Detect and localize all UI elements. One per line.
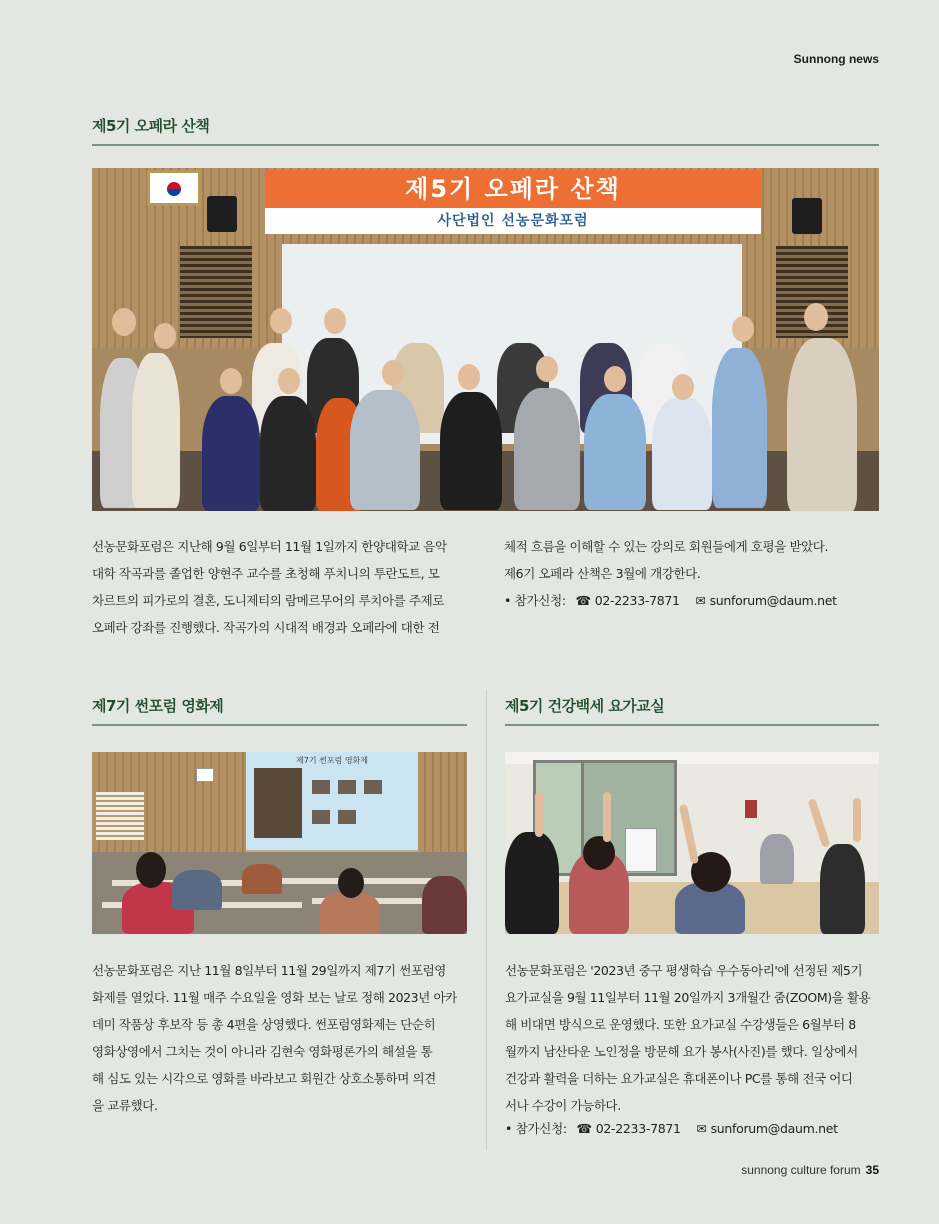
banner-title: 제5기 오페라 산책 <box>265 170 761 208</box>
screen-title: 제7기 썬포럼 영화제 <box>296 756 368 765</box>
yoga-contact: • 참가신청: ☎ 02-2233-7871 ✉ sunforum@daum.net <box>505 1121 838 1136</box>
phone-icon: ☎ <box>575 593 591 608</box>
phone-icon: ☎ <box>576 1121 592 1136</box>
section-title-film: 제7기 썬포럼 영화제 <box>92 697 224 715</box>
mail-icon: ✉ <box>695 593 706 608</box>
email-address[interactable]: sunforum@daum.net <box>710 1121 838 1136</box>
photo-opera-group <box>92 168 879 511</box>
section-title-opera: 제5기 오페라 산책 <box>92 117 210 135</box>
opera-text-right: 체적 흐름을 이해할 수 있는 강의로 회원들에게 호평을 받았다. 제6기 오페라 산책은 3월에 개강한다. <box>504 539 829 581</box>
section-title-yoga: 제5기 건강백세 요가교실 <box>505 697 665 715</box>
section-rule <box>505 724 879 726</box>
header-tag: Sunnong news <box>793 52 879 66</box>
mail-icon: ✉ <box>696 1121 707 1136</box>
phone-number[interactable]: 02-2233-7871 <box>594 593 680 608</box>
section-rule <box>92 144 879 146</box>
yoga-text: 선농문화포럼은 '2023년 중구 평생학습 우수동아리'에 선정된 제5기 요가교실을 9월 11일부터 11월 20일까지 3개월간 줌(ZOOM)을 활용 해 비대면 방식으로 운영했다. 또한 요가교실 수강생들은 6월부터 8 월까지 남산타운 노인정을 방문해 요가 봉사(사진)를 했다. 일상에서 건강과 활력을 더하는 요가교실은 휴대폰이나 PC를 통해 전국 어디 서나 수강이 가능하다. <box>505 963 871 1113</box>
opera-contact: • 참가신청: ☎ 02-2233-7871 ✉ sunforum@daum.net <box>504 593 837 608</box>
photo-yoga-class <box>505 752 879 934</box>
page-number: 35 <box>865 1163 879 1177</box>
email-address[interactable]: sunforum@daum.net <box>709 593 837 608</box>
photo-film-festival <box>92 752 467 934</box>
korean-flag-icon <box>147 170 201 206</box>
column-divider <box>486 690 487 1150</box>
opera-text-left: 선농문화포럼은 지난해 9월 6일부터 11월 1일까지 한양대학교 음악 대학 작곡과를 졸업한 양현주 교수를 초청해 푸치니의 투란도트, 모 차르트의 피가로의 결혼, 도니제티의 람메르무어의 루치아를 주제로 오페라 강좌를 진행했다. 작곡가의 시대적 배경과 오페라에 대한 전 <box>92 539 447 635</box>
phone-number[interactable]: 02-2233-7871 <box>595 1121 681 1136</box>
section-rule <box>92 724 467 726</box>
banner-subtitle: 사단법인 선농문화포럼 <box>265 208 761 234</box>
page-footer: sunnong culture forum 35 <box>741 1163 879 1177</box>
film-text: 선농문화포럼은 지난 11월 8일부터 11월 29일까지 제7기 썬포럼영 화제를 열었다. 11월 매주 수요일을 영화 보는 날로 정해 2023년 아카 데미 작품상 후보작 등 총 4편을 상영했다. 썬포럼영화제는 단순히 영화상영에서 그치는 것이 아니라 김현숙 영화평론가의 해설을 통 해 심도 있는 시각으로 영화를 바라보고 회원간 상호소통하며 의견 을 교류했다. <box>92 963 457 1113</box>
